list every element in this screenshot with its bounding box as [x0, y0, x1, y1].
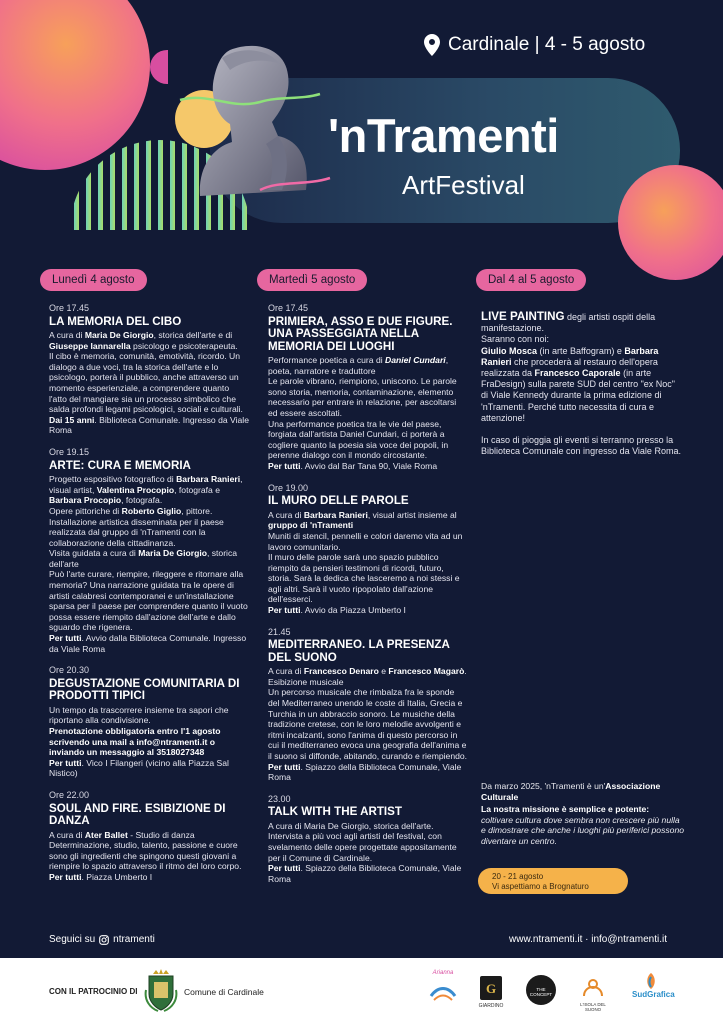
event-description: Determinazione, studio, talento, passione e cuore sono gli ingredienti che spingono questi giovani a riempire lo spazio attraverso il ritmo del loro corpo.: [49, 840, 242, 872]
event-time: Ore 19.15: [49, 447, 90, 458]
event-time: 23.00: [268, 793, 291, 804]
event-description: Le parole vibrano, riempiono, uniscono. Le parole sono storia, memoria, contaminazione, elemento necessario per entrare in relazione, per ascoltarsi ed essere ascoltati.: [268, 376, 457, 419]
giardino-logo-text: GIARDINO: [478, 1003, 504, 1009]
event-venue: Per tutti. Piazza Umberto I: [49, 871, 153, 882]
event-description: Il cibo è memoria, comunità, emotività, ricordo. Un dialogo a due voci, tra la storica dell'arte e lo psicologo, porterà il pubblico, anche attraverso un momento esperienziale, a comprendere quanto l'atto del mangiare sia un processo simbolico che salda profondi legami psicologici, sociali e culturali.: [49, 351, 243, 415]
event-time: Ore 19.00: [268, 482, 309, 493]
event-description: Può l'arte curare, riempire, rileggere e ritornare alla memoria? Una narrazione guidata tra le opere di artisti calabresi contemporanei e un'installazione sparsa per il paese per comprendere quanto il vuoto possa essere riempito dall'azione dell'arte e dallo sguardo che rigenera.: [49, 569, 248, 633]
save-date-place: Vi aspettiamo a Brognaturo: [492, 881, 589, 891]
event-mediterraneo: [268, 627, 468, 783]
event-muro-delle-parole: [268, 483, 468, 616]
event-degustazione: [49, 665, 249, 779]
live-painting-intro: LIVE PAINTING degli artisti ospiti della manifestazione.: [481, 310, 656, 334]
instagram-icon: [99, 935, 109, 945]
event-booking: Prenotazione obbligatoria entro l'1 agosto scrivendo una mail a info@ntramenti.it o inviando un messaggio al 3518027348: [49, 726, 221, 758]
municipal-crest-icon: [144, 968, 178, 1012]
festival-title: 'nTramenti: [328, 109, 559, 162]
event-credits: Progetto espositivo fotografico di Barbara Ranieri, visual artist, Valentina Procopio, fotografa e Barbara Procopio, fotografa.: [49, 474, 243, 506]
mission-heading: La nostra missione è semplice e potente:: [481, 804, 650, 815]
day-badge-tuesday: Martedì 5 agosto: [257, 269, 367, 291]
event-time: Ore 20.30: [49, 665, 90, 676]
association-line: Da marzo 2025, 'nTramenti è un'Associazione Culturale: [481, 781, 661, 802]
event-venue: Per tutti. Avvio dal Bar Tana 90, Viale Roma: [268, 461, 438, 472]
gradient-orb-right: [618, 165, 723, 280]
instagram-handle[interactable]: ntramenti: [113, 934, 155, 945]
both-days-column: [481, 311, 681, 457]
giardino-logo-icon: [480, 976, 502, 1000]
social-label: Seguici su: [49, 934, 96, 945]
event-title: IL MURO DELLE PAROLE: [268, 494, 409, 508]
event-description-2: Una performance poetica tra le vie del paese, forgiata dall'artista Daniel Cundari, ci porterà a cogliere quanto la poesia sia voce dei popoli, in perenne dialogo con il mondo circostante.: [268, 418, 449, 461]
arianna-logo-text: Arianna: [432, 970, 454, 976]
map-pin-icon: [424, 34, 440, 56]
isola-del-suono-logo-icon: [580, 974, 606, 1000]
event-credits: A cura di Ater Ballet - Studio di danza: [49, 829, 195, 840]
event-arte-cura-memoria: [49, 447, 249, 654]
save-the-date-badge: [478, 868, 628, 894]
event-description: Un percorso musicale che rimbalza fra le sponde del Mediterraneo unendo le coste di Italia, Grecia e Turchia in un abbraccio sonoro. Le musiche della tradizione cretese, con le loro melodie avvolgenti e ritmi incalzanti, sono l'anima di questo percorso in cui il mediterraneo evoca una geografia dell'anima e il suono si diffonde, abitando, curando e riempiendo.: [268, 687, 468, 761]
event-venue: Per tutti. Spiazzo della Biblioteca Comunale, Viale Roma: [268, 761, 462, 783]
live-painting-guests-label: Saranno con noi:: [481, 334, 550, 345]
rain-notice: In caso di pioggia gli eventi si terranno presso la Biblioteca Comunale con ingresso da Viale Roma.: [481, 435, 681, 457]
event-talk-with-the-artist: [268, 794, 468, 885]
event-credits-painter: Opere pittoriche di Roberto Giglio, pittore.: [49, 505, 213, 516]
event-description-2: Il muro delle parole sarà uno spazio pubblico riempito da pensieri testimoni di ricordi, futuro, storia. Sarà la dedica che lasceremo a noi stessi e agli altri. Sarà il vuoto ripopolato dall'azione dell'esserci.: [268, 552, 460, 605]
day-badge-both-days: Dal 4 al 5 agosto: [476, 269, 586, 291]
event-venue: Per tutti. Vico I Filangeri (vicino alla Piazza Sal Nistico): [49, 757, 229, 779]
event-title: SOUL AND FIRE. ESIBIZIONE DI DANZA: [49, 801, 226, 828]
event-title: LA MEMORIA DEL CIBO: [49, 314, 182, 328]
mission-text: coltivare cultura dove sembra non crescere più nulla e dimostrare che anche i luoghi più periferici possono diventare un centro.: [481, 814, 685, 846]
festival-subtitle: ArtFestival: [402, 170, 525, 200]
event-credits: A cura di Francesco Denaro e Francesco Magarò. Esibizione musicale: [268, 666, 467, 687]
event-title: MEDITERRANEO. LA PRESENZA DEL SUONO: [268, 638, 450, 664]
day-badge-monday: Lunedì 4 agosto: [40, 269, 147, 291]
save-date-range: 20 - 21 agosto: [492, 872, 544, 881]
comune-name: Comune di Cardinale: [184, 987, 264, 997]
event-guided-visit: Visita guidata a cura di Maria De Giorgio, storica dell'arte: [49, 548, 238, 569]
location-date: [424, 34, 645, 56]
event-primiera: [268, 303, 468, 472]
sudgrafica-logo-text: SudGrafica: [632, 990, 675, 999]
location-text: Cardinale | 4 - 5 agosto: [448, 34, 646, 55]
event-time: Ore 17.45: [49, 303, 90, 313]
event-soul-and-fire: [49, 790, 249, 883]
sudgrafica-logo-icon: [642, 972, 660, 990]
event-description: Muniti di stencil, pennelli e colori daremo vita ad un lavoro comunitario.: [268, 530, 463, 552]
mission-statement: [481, 781, 686, 847]
patronage-label: CON IL PATROCINIO DI: [49, 987, 138, 996]
event-time: 21.45: [268, 626, 291, 637]
sponsor-footer: [0, 958, 723, 1024]
statue-bust-illustration: [160, 40, 335, 200]
event-title: PRIMIERA, ASSO E DUE FIGURE. UNA PASSEGGIATA NELLA MEMORIA DEI LUOGHI: [268, 314, 453, 353]
the-concept-logo-text: THE CONCEPT: [529, 987, 553, 997]
event-memoria-del-cibo: [49, 303, 249, 436]
event-description: A cura di Maria De Giorgio, storica dell'arte. Intervista a più voci agli artisti del festival, con svelamento delle opere progettate appositamente per il Comune di Cardinale.: [268, 820, 457, 863]
social-follow: [49, 934, 155, 945]
event-time: Ore 17.45: [268, 303, 309, 313]
event-venue: Per tutti. Avvio da Piazza Umberto I: [268, 605, 406, 616]
isola-del-suono-logo-text: L'ISOLA DEL SUONO: [580, 1002, 606, 1012]
live-painting-description: Giulio Mosca (in arte Baffogram) e Barbara Ranieri che procederà al restauro dell'opera realizzata da Francesco Caporale (in arte FraDesign) sulla parete SUD del centro "ex Noc" di Viale Kennedy durante la prima edizione di 'nTramenti. Perché tutto necessita di cura e attenzione!: [481, 345, 675, 423]
event-time: Ore 22.00: [49, 789, 90, 800]
event-credits: A cura di Barbara Ranieri, visual artist insieme al gruppo di 'nTramenti: [268, 509, 457, 531]
arianna-logo-icon: [428, 976, 458, 1006]
event-title: DEGUSTAZIONE COMUNITARIA DI PRODOTTI TIPICI: [49, 676, 240, 703]
event-credits: A cura di Maria De Giorgio, storica dell'arte e di Giuseppe Iannarella psicologo e psicoterapeuta.: [49, 330, 238, 351]
event-description: Un tempo da trascorrere insieme tra sapori che riportano alla condivisione.: [49, 704, 229, 726]
event-venue: Per tutti. Spiazzo della Biblioteca Comunale, Viale Roma: [268, 863, 462, 884]
svg-text:G: G: [485, 981, 497, 996]
event-venue: Per tutti. Avvio dalla Biblioteca Comunale. Ingresso da Viale Roma: [49, 633, 247, 654]
event-title: TALK WITH THE ARTIST: [268, 805, 402, 819]
website-contact[interactable]: www.ntramenti.it · info@ntramenti.it: [509, 934, 667, 945]
event-venue: Dai 15 anni. Biblioteca Comunale. Ingresso da Viale Roma: [49, 414, 249, 436]
event-title: ARTE: CURA E MEMORIA: [49, 458, 191, 472]
event-credits: Performance poetica a cura di Daniel Cundari, poeta, narratore e traduttore: [268, 355, 449, 376]
tuesday-column: [268, 303, 468, 895]
event-installation: Installazione artistica disseminata per il paese realizzata dal gruppo di 'nTramenti con la collaborazione della cittadinanza.: [49, 516, 224, 548]
monday-column: [49, 303, 249, 894]
